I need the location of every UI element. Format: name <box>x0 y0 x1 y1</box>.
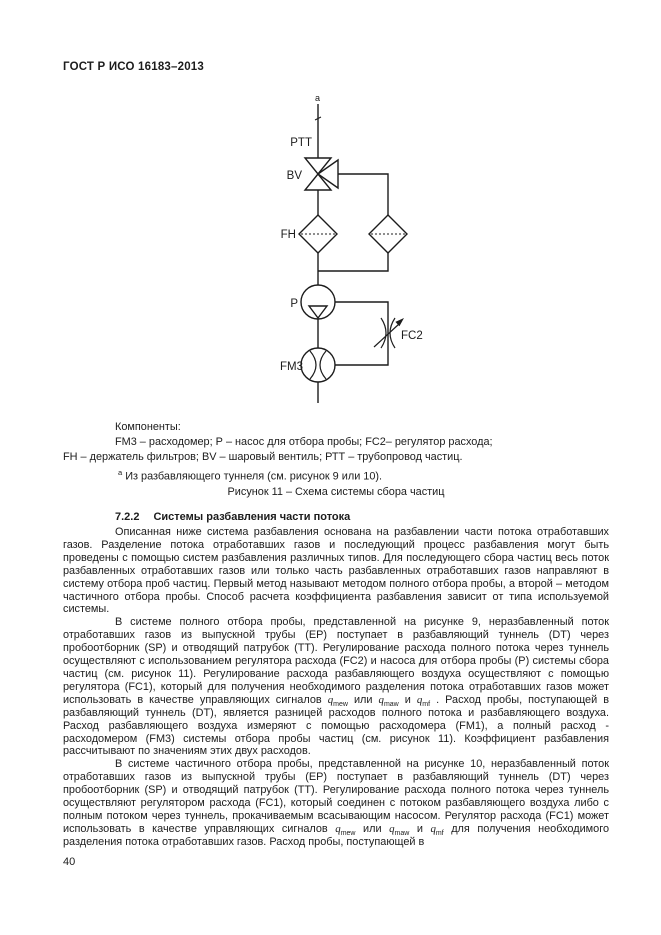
fc2-label: FC2 <box>401 330 423 342</box>
fc2-arc-right <box>390 318 395 348</box>
paragraph: В системе частичного отбора пробы, представленной на рисунке 10, неразбавленный поток отработавших газов из выпускной трубы (ЕР) поступает в разбавляющий туннель (DT) через пробоотборник (SP) и отводящий патрубок (ТТ). Регулирование расхода полного потока через туннель осуществляют регулятором расхода (FC1), который соединен с потоком разбавляющего воздуха либо с полным потоком через туннель, прокачиваемым всасывающим насосом. Регулятор расхода (FC1) может использовать в качестве управляющих сигналов $q_{mew}$ или $q_{maw}$ и $q_{mf}$ для получения необходимого разделения потока отработавших газов. Расход пробы, поступающей в <box>63 758 610 848</box>
particle-sampling-diagram <box>0 90 661 410</box>
fm3-label: FM3 <box>280 361 303 373</box>
section-heading <box>63 511 609 523</box>
fc2-branch-line <box>335 302 388 365</box>
flowmeter-symbol <box>301 348 335 382</box>
fh-label: FH <box>280 229 296 241</box>
page-number: 40 <box>63 856 76 868</box>
components-legend <box>63 420 609 485</box>
figure-caption: Рисунок 11 – Схема системы сбора частиц <box>227 486 445 498</box>
legend-line-1: FM3 – расходомер; Р – насос для отбора пробы; FC2– регулятор расхода; <box>115 436 493 448</box>
ptt-label: PTT <box>290 137 312 149</box>
inlet-footnote-marker: a <box>315 93 321 103</box>
footnote-marker: а <box>118 468 123 477</box>
legend-line-2: FH – держатель фильтров; BV – шаровый вентиль; РТТ – трубопровод частиц. <box>63 451 463 463</box>
legend-footnote <box>63 465 609 485</box>
document-title: ГОСТ Р ИСО 16183–2013 <box>63 61 204 73</box>
fc2-arrow-head <box>395 318 404 326</box>
body-text <box>63 526 609 849</box>
section-title: Системы разбавления части потока <box>153 511 351 523</box>
paragraph: Описанная ниже система разбавления основана на разбавлении части потока отработавших газов. Разделение потока отработавших газов и последующий процесс разбавления могут быть проведены с помощью систем разбавления различных типов. Для последующего сбора частиц весь поток разбавленных отработавших газов или только часть разбавленных отработавших газов направляют в систему отбора проб частиц. Первый метод называют методом полного отбора пробы, а второй – методом частичного отбора пробы. Способ расчета коэффициента разбавления зависит от типа используемой системы. <box>63 526 609 616</box>
bypass-branch-line <box>338 174 388 215</box>
fc2-arc-left <box>381 318 386 348</box>
section-number: 7.2.2 <box>115 511 140 523</box>
filter-join-line <box>318 253 388 271</box>
fc2-arrow-shaft <box>374 324 399 347</box>
legend-title: Компоненты: <box>115 421 181 433</box>
bv-label: BV <box>286 170 302 182</box>
paragraph: В системе полного отбора пробы, представленной на рисунке 9, неразбавленный поток отработавших газов из выпускной трубы (ЕР) поступает в разбавляющий туннель (DT) через пробоотборник (SP) и отводящий патрубок (ТТ). Регулирование расхода полного потока через туннель осуществляют с использованием регулятора расхода (FC2) и насоса для отбора пробы (Р) системы сбора частиц (см. рисунок 11). Регулирование расхода разбавляющего воздуха осуществляют с помощью регулятора (FC1), который для получения необходимого разделения потока отработавших газов может использовать в качестве управляющих сигналов $q_{mew}$ или $q_{maw}$ и $q_{mf}$ . Расход пробы, поступающей в разбавляющий туннель (DT), является разницей расходов полного потока и разбавляющего воздуха. Расход разбавляющего воздуха измеряют с помощью расходомера (FM1), а полный расход - расходомером (FM3) системы отбора пробы частиц (см. рисунок 11). Коэффициент разбавления рассчитывают по значениям этих двух расходов. <box>63 616 609 758</box>
footnote-text: Из разбавляющего туннеля (см. рисунок 9 или 10). <box>122 470 383 483</box>
p-label: P <box>290 298 298 310</box>
